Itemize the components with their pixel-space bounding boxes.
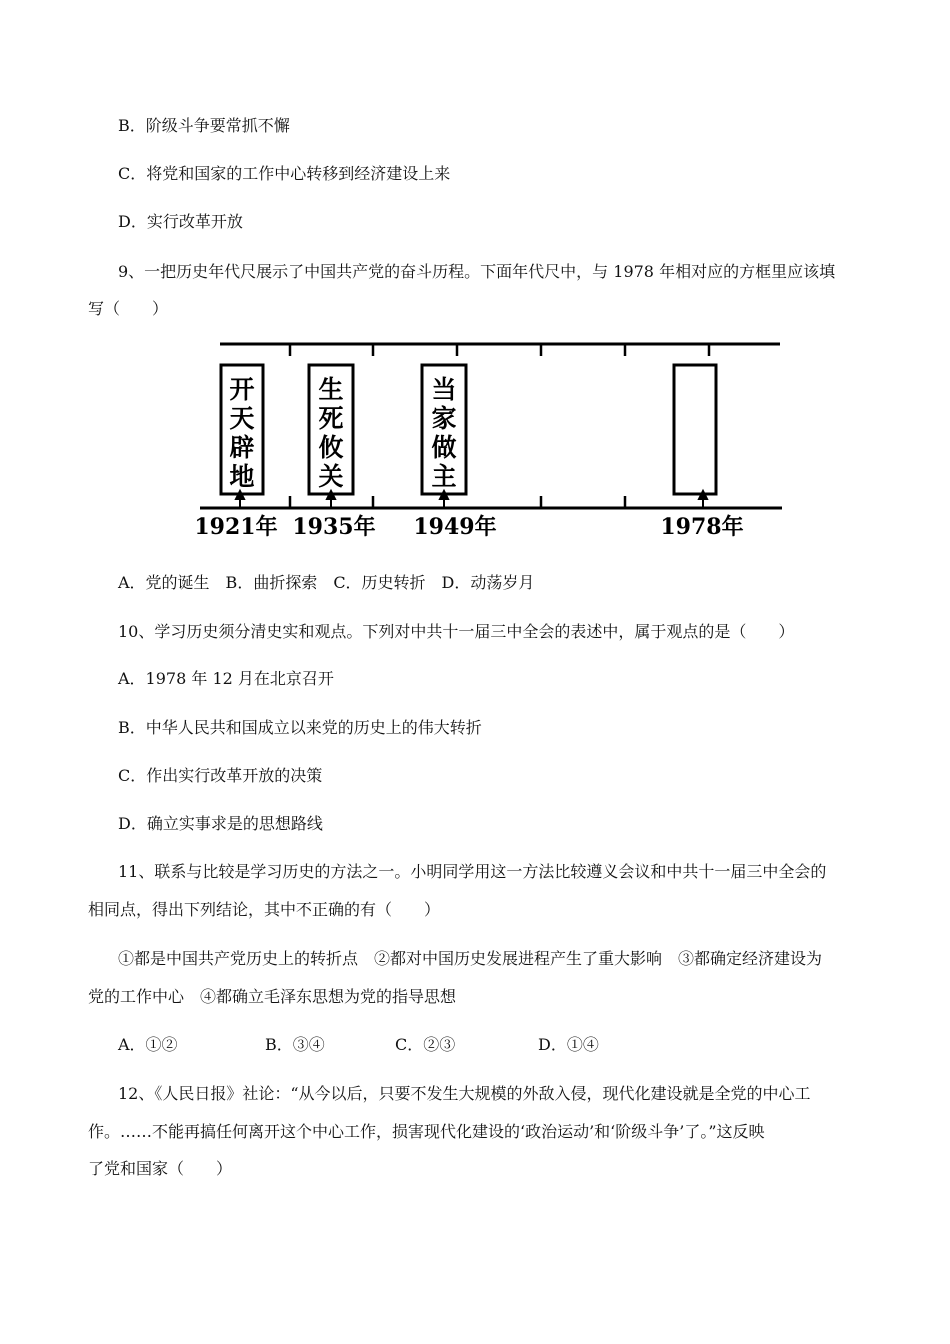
box-1949-char-1: 当: [431, 375, 457, 404]
q12-stem-cont-2: 了党和国家（ ）: [88, 1159, 233, 1178]
q11-items: ①都是中国共产党历史上的转折点 ②都对中国历史发展进程产生了重大影响 ③都确定经济建设为: [118, 949, 823, 968]
box-1978: [674, 365, 716, 494]
q9-stem: 9、一把历史年代尺展示了中国共产党的奋斗历程。下面年代尺中，与 1978 年相对应的方框里应该填: [118, 262, 836, 281]
box-1935-char-2: 死: [318, 404, 344, 433]
box-1949-char-2: 家: [431, 404, 457, 433]
timeline-top-ticks: [290, 344, 709, 356]
box-1921-char-4: 地: [229, 462, 255, 491]
q9-stem-cont: 写（ ）: [88, 299, 169, 318]
q11-items-cont: 党的工作中心 ④都确立毛泽东思想为党的指导思想: [88, 987, 457, 1006]
option-c-prev: C．将党和国家的工作中心转移到经济建设上来: [118, 164, 451, 183]
q10-option-d: D．确立实事求是的思想路线: [118, 814, 323, 833]
q10-option-a: A．1978 年 12 月在北京召开: [118, 669, 334, 688]
box-1921-char-2: 天: [229, 404, 255, 433]
q9-options: A．党的诞生 B．曲折探索 C．历史转折 D．动荡岁月: [118, 573, 535, 592]
year-label-1921: 1921年: [194, 514, 278, 540]
box-1921-char-1: 开: [229, 375, 255, 404]
box-1935-char-4: 关: [318, 462, 344, 491]
box-1949-char-4: 主: [431, 462, 457, 491]
q11-option-d: D．①④: [538, 1035, 599, 1054]
year-label-1978: 1978年: [660, 514, 744, 540]
box-1935-char-3: 攸: [318, 433, 344, 462]
q11-stem-cont: 相同点，得出下列结论，其中不正确的有（ ）: [88, 900, 441, 919]
option-b-prev: B．阶级斗争要常抓不懈: [118, 116, 290, 135]
q11-stem: 11、联系与比较是学习历史的方法之一。小明同学用这一方法比较遵义会议和中共十一届三中全会的: [118, 862, 827, 881]
timeline-figure: [0, 0, 950, 560]
q11-option-a: A．①②: [118, 1035, 178, 1054]
box-1935-char-1: 生: [318, 375, 344, 404]
q11-option-b: B．③④: [265, 1035, 325, 1054]
q11-option-c: C．②③: [395, 1035, 456, 1054]
year-label-1935: 1935年: [292, 514, 376, 540]
q12-stem-cont: 作。……不能再搞任何离开这个中心工作，损害现代化建设的‘政治运动’和‘阶级斗争’了。”这反映: [88, 1122, 765, 1141]
q12-stem: 12、《人民日报》社论：“从今以后，只要不发生大规模的外敌入侵，现代化建设就是全党的中心工: [118, 1084, 811, 1103]
year-label-1949: 1949年: [413, 514, 497, 540]
q10-option-c: C．作出实行改革开放的决策: [118, 766, 323, 785]
q10-stem: 10、学习历史须分清史实和观点。下列对中共十一届三中全会的表述中，属于观点的是（ ）: [118, 622, 795, 641]
q10-option-b: B．中华人民共和国成立以来党的历史上的伟大转折: [118, 718, 482, 737]
year-arrows: [236, 491, 707, 508]
box-1949-char-3: 做: [431, 433, 457, 462]
option-d-prev: D．实行改革开放: [118, 212, 243, 231]
timeline-bottom-ticks: [290, 496, 625, 508]
box-1921-char-3: 辟: [229, 433, 255, 462]
